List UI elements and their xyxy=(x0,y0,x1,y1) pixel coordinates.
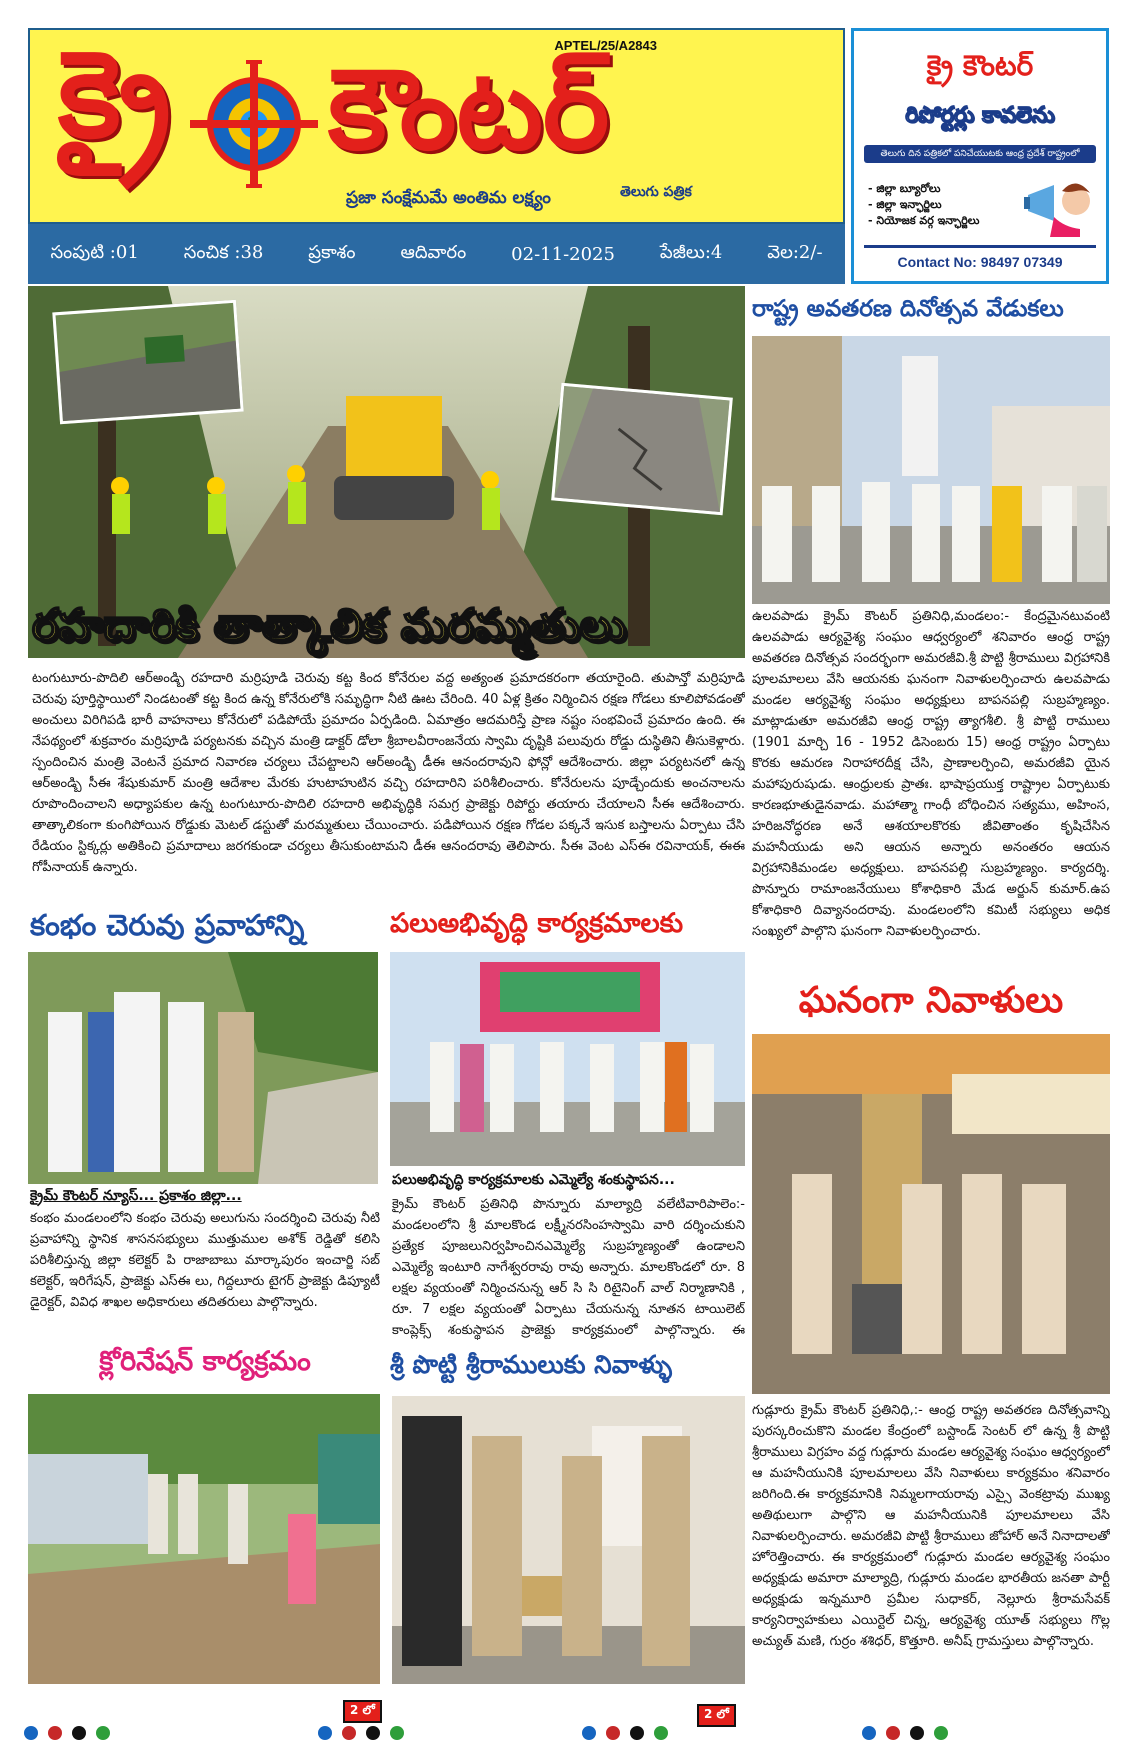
masthead-title-right: కౌంటర్ xyxy=(328,45,610,175)
dot xyxy=(342,1726,356,1740)
dot xyxy=(654,1726,668,1740)
dot xyxy=(390,1726,404,1740)
kambham-article-body: కంభం మండలంలోని కంభం చెరువు అలుగును సందర్శించి చెరువు నీటి ప్రవాహాన్ని స్థానిక శాసనసభ్యులు ముత్తుముల అశోక్ రెడ్డితో కలిసి పరిశీలిస్తున్న జిల్లా కలెక్టర్ పి రాజాబాబు మార్కాపురం ఇంచార్జి సబ్ కలెక్టర్, ఇరిగేషన్, ప్రాజెక్టు ఎస్ఈ లు, గిద్దలూరు టైగర్ ప్రాజెక్టు డిప్యూటీ డైరెక్టర్, వివిధ శాఖల అధికారులు తదితరులు పాల్గొన్నారు. xyxy=(30,1211,380,1310)
ad-item: - నియోజక వర్గ ఇన్ఛార్జిలు xyxy=(868,214,980,227)
weekday: ఆదివారం xyxy=(400,241,467,263)
page-count: పేజీలు:4 xyxy=(659,241,723,263)
formation-day-headline: రాష్ట్ర అవతరణ దినోత్సవ వేడుకలు xyxy=(752,296,1064,322)
ad-subtitle: రిపోర్టర్లు కావలెను xyxy=(905,103,1055,128)
road-article-body: టంగుటూరు-పొదిలి ఆర్అండ్బి రహదారి మర్రిపూడి చెరువు కట్ట కింద కోనేరుల వద్ద అత్యంత ప్రమాదకరంగా తయారైంది. తుపాన్తో మర్రిపూడి చెరువు పూర్తిస్థాయిలో నిండటంతో కట్ట కింద ఉన్న కోనేరులోకి సమృద్ధిగా నీటి ఊట చేరింది. 40 ఏళ్ల క్రితం నిర్మించిన రక్షణ గోడలు కూలిపోవడంతో అంచులు విరిగిపడి భారీ వాహనాలు కోనేరులో పడిపోయే ప్రమాదం ఏర్పడింది. ఏమాత్రం ఆదమరిస్తే ప్రాణ నష్టం సంభవించే ప్రమాదం ఉంది. ఈ నేపథ్యంలో శుక్రవారం మర్రిపూడి పర్యటనకు వచ్చిన మంత్రి డాక్టర్ డోలా శ్రీబాలవీరాంజనేయ స్వామి దృష్టికి పలువురు రోడ్డు దుస్థితిని తీసుకెళ్లారు. స్పందించిన మంత్రి వెంటనే ప్రమాద నివారణ చర్యలు చేపట్టాలని ఆర్అండ్బి డీఈ ఆనందరావుని ఫోన్లో ఆదేశించారు. జిల్లా పర్యటనలో ఉన్న ఆర్అండ్బి సీఈ శేషుకుమార్ మంత్రి ఆదేశాల మేరకు హుటాహుటిన వచ్చి రహదారిని పరిశీలించారు. కోనేరులను పూడ్చేందుకు అంచనాలను రూపొందించాలని అధ్యాపకుల ఉన్న టంగుటూరు-పొదిలి రహదారి అభివృద్ధికి సమగ్ర ప్రాజెక్టు రిపోర్టు తయారు చేయాలని సీఈ ఆదేశించారు. తాత్కాలికంగా కుంగిపోయిన రోడ్డుకు మెటల్ డస్టుతో మరమ్మతులు చేయించారు. పడిపోయిన రక్షణ గోడల పక్కనే ఇసుక బస్తాలను ఏర్పాటు చేసి రేడియం స్టిక్కర్లు అతికించి ప్రమాదాలు జరగకుండా చర్యలు తీసుకుంటామని డీఈ ఆనందరావు తెలిపారు. సీఈ వెంట ఎస్ఈ రవినాయక్, ఈఈ గోపీనాయక్ ఉన్నారు. xyxy=(32,671,745,875)
dot xyxy=(366,1726,380,1740)
masthead-title-left: క్రై xyxy=(58,26,172,165)
road-headline: రహదారికి తాత్కాలిక మరమ్మతులు xyxy=(32,600,627,651)
reporters-wanted-ad xyxy=(851,28,1109,284)
development-article-body: క్రైమ్ కౌంటర్ ప్రతినిధి పొన్నూరు మాల్యాద్రి వలేటివారిపాలెం:- మండలంలోని శ్రీ మాలకొండ లక్ష్మీనరసింహస్వామి వారి దర్శించుకుని ప్రత్యేక పూజలునిర్వహించినఎమ్మెల్యే సుబ్రహ్మణ్యంతో ఉండాలని ఎమ్మెల్యే ఇంటూరి నాగేశ్వరరావు రావు అన్నారు. మాలకొండలో రూ. 8 లక్షల వ్యయంతో నిర్మించనున్న ఆర్ సి సి రిటైనింగ్ వాల్ నిర్మాణానికి , రూ. 7 లక్షల వ్యయంతో ఏర్పాటు చేయనున్న నూతన టాయిలెట్ కాంప్లెక్స్ శంకుస్థాపన ప్రాజెక్టు కార్యక్రమంలో పాల్గొన్నారు. ఈ xyxy=(392,1197,745,1338)
footer-dots xyxy=(862,1726,948,1740)
tribute-photo xyxy=(752,1034,1110,1394)
kambham-lead: క్రైమ్ కౌంటర్ న్యూస్... ప్రకాశం జిల్లా... xyxy=(30,1188,242,1204)
issue-date: 02-11-2025 xyxy=(511,243,615,265)
page-ref-badge: 2 లో xyxy=(343,1700,382,1723)
ad-contact-number: Contact No: 98497 07349 xyxy=(864,245,1096,271)
volume-label: సంపుటి :01 xyxy=(50,241,139,263)
footer-dots xyxy=(24,1726,110,1740)
footer-dots xyxy=(318,1726,404,1740)
tribute-headline: ఘనంగా నివాళులు xyxy=(798,980,1064,1021)
tagline: ప్రజా సంక్షేమమే అంతిమ లక్ష్యం xyxy=(346,188,551,208)
formation-day-photo xyxy=(752,336,1110,604)
formation-day-article-body: ఉలవపాడు క్రైమ్ కౌంటర్ ప్రతినిధి,మండలం:- కేంద్రమైనటువంటి ఉలవపాడు ఆర్యవైశ్య సంఘం ఆధ్వర్యంలో శనివారం ఆంధ్ర రాష్ట్ర అవతరణ దినోత్సవ సందర్భంగా అమరజీవి.శ్రీ పొట్టి శ్రీరాములు విగ్రహానికి పూలమాలలు వేసి ఆయనకు ఘనంగా నివాళులర్పించారు ఉలవపాడు మండల ఆర్యవైశ్య సంఘం అధ్యక్షులు బాపనపల్లి సుబ్రహ్మణ్యం. మాట్లాడుతూ అమరజీవి ఆంధ్ర రాష్ట్ర త్యాగశీలి. శ్రీ పొట్టి రాములు (1901 మార్చి 16 - 1952 డిసెంబరు 15) ఆంధ్ర రాష్ట్రం ఏర్పాటు కొరకు ఆమరణ నిరాహారదీక్ష చేసి, ప్రాణాలర్పించి, అమరజీవి యైన మహాపురుషుడు. ఆంధ్రులకు ప్రాతః. భాషాప్రయుక్త రాష్ట్రాల ఏర్పాటుకు కారణభూతుడైనవాడు. మహాత్మా గాంధీ బోధించిన సత్యము, అహింస, హరిజనోద్ధరణ అనే ఆశయాలకొరకు జీవితాంతం కృషిచేసిన మహనీయుడు అని ఆయన అన్నారు అనంతరం ఆయన విగ్రహానికిమండల అధ్యక్షులు. బాపనపల్లి సుబ్రహ్మణ్యం. కార్యదర్శి. పొన్నూరు రామాంజనేయులు కోశాధికారి మేడ అర్జున్ కుమార్.ఉప కోశాధికారి దివ్యానందరావు. మండలంలోని కమిటీ సభ్యులు అధిక సంఖ్యలో పాల్గొని ఘనంగా నివాళులర్పించారు. xyxy=(752,609,1110,939)
dot xyxy=(24,1726,38,1740)
dot xyxy=(48,1726,62,1740)
sriramulu-tribute-photo xyxy=(392,1396,745,1684)
dot xyxy=(72,1726,86,1740)
issue-label: సంచిక :38 xyxy=(183,241,264,263)
development-headline: పలుఅభివృద్ధి కార్యక్రమాలకు xyxy=(390,908,684,939)
dot xyxy=(630,1726,644,1740)
road-damage-inset-photo xyxy=(52,300,243,425)
ad-position-list xyxy=(868,181,979,229)
dot xyxy=(910,1726,924,1740)
registration-number: APTEL/25/A2843 xyxy=(554,38,657,53)
chlorination-headline: క్లోరినేషన్ కార్యక్రమం xyxy=(99,1346,311,1377)
price-label: వెల:2/- xyxy=(767,241,823,263)
footer-dots xyxy=(582,1726,668,1740)
kambham-tank-photo xyxy=(28,952,378,1184)
sriramulu-headline: శ్రీ పొట్టి శ్రీరాములుకు నివాళ్ళు xyxy=(390,1350,673,1379)
chlorination-photo xyxy=(28,1394,380,1684)
ad-item: - జిల్లా ఇన్ఛార్జిలు xyxy=(868,198,942,211)
dot xyxy=(582,1726,596,1740)
tribute-article-body: గుడ్లూరు క్రైమ్ కౌంటర్ ప్రతినిధి,:- ఆంధ్ర రాష్ట్ర అవతరణ దినోత్సవాన్ని పురస్కరించుకొని మండల కేంద్రంలో బస్టాండ్ సెంటర్ లో ఉన్న శ్రీ పొట్టి శ్రీరాములు విగ్రహం వద్ద గుడ్లూరు మండల ఆర్యవైశ్య సంఘం ఆధ్వర్యంలో ఆ మహనీయునికి పూలమాలలు వేసి నివాళులు కార్యక్రమం శనివారం జరిగింది.ఈ కార్యక్రమానికి నిమ్మలగాయరావు ఎస్సై వెంకట్రావు ముఖ్య అతిథులుగా పాల్గొని ఆ మహనీయునికి పూలమాలలు వేసి నివాళులర్పించారు. అమరజీవి పొట్టి శ్రీరాములు జోహార్ అనే నినాదాలతో హోరెత్తించారు. ఈ కార్యక్రమంలో గుడ్లూరు మండల ఆర్యవైశ్య సంఘం అధ్యక్షుడు అమారా మాల్యాద్రి, గుడ్లూరు మండల భారతీయ జనతా పార్టీ అధ్యక్షుడు ఇన్నమూరి ప్రమీల సుధాకర్, నెల్లూరు శ్రీరామసేవక్ కార్యనిర్వాహకులు ఎయిర్టెల్ చిన్న, ఆర్యవైశ్య యూత్ సభ్యులు గొల్ల అచ్యుత్ మణి, గుర్రం శశిధర్, కొత్తూరి. అనీష్ గ్రామస్తులు పాల్గొన్నారు. xyxy=(752,1403,1110,1649)
ad-title: క్రై కౌంటర్ xyxy=(926,49,1034,82)
globe-crosshair-logo xyxy=(190,60,318,188)
kambham-headline: కంభం చెరువు ప్రవాహాన్ని xyxy=(30,908,305,942)
dot xyxy=(318,1726,332,1740)
dot xyxy=(886,1726,900,1740)
dot xyxy=(934,1726,948,1740)
ad-item: - జిల్లా బ్యూరోలు xyxy=(868,182,941,195)
development-lead: పలుఅభివృద్ధి కార్యక్రమాలకు ఎమ్మెల్యే శంకుస్థాపన... xyxy=(392,1172,675,1188)
publication-place: ప్రకాశం xyxy=(308,241,356,263)
issue-info-bar xyxy=(28,224,845,284)
masthead xyxy=(28,28,845,224)
ad-strip: తెలుగు దిన పత్రికలో పనిచేయుటకు ఆంధ్ర ప్రదేశ్ రాష్ట్రంలో xyxy=(864,145,1096,163)
dot xyxy=(862,1726,876,1740)
cracked-road-inset-photo xyxy=(551,383,733,516)
development-temple-photo xyxy=(390,952,745,1166)
megaphone-icon xyxy=(1024,177,1094,237)
paper-type-label: తెలుగు పత్రిక xyxy=(620,184,692,200)
dot xyxy=(606,1726,620,1740)
dot xyxy=(96,1726,110,1740)
page-ref-badge: 2 లో xyxy=(697,1704,736,1727)
